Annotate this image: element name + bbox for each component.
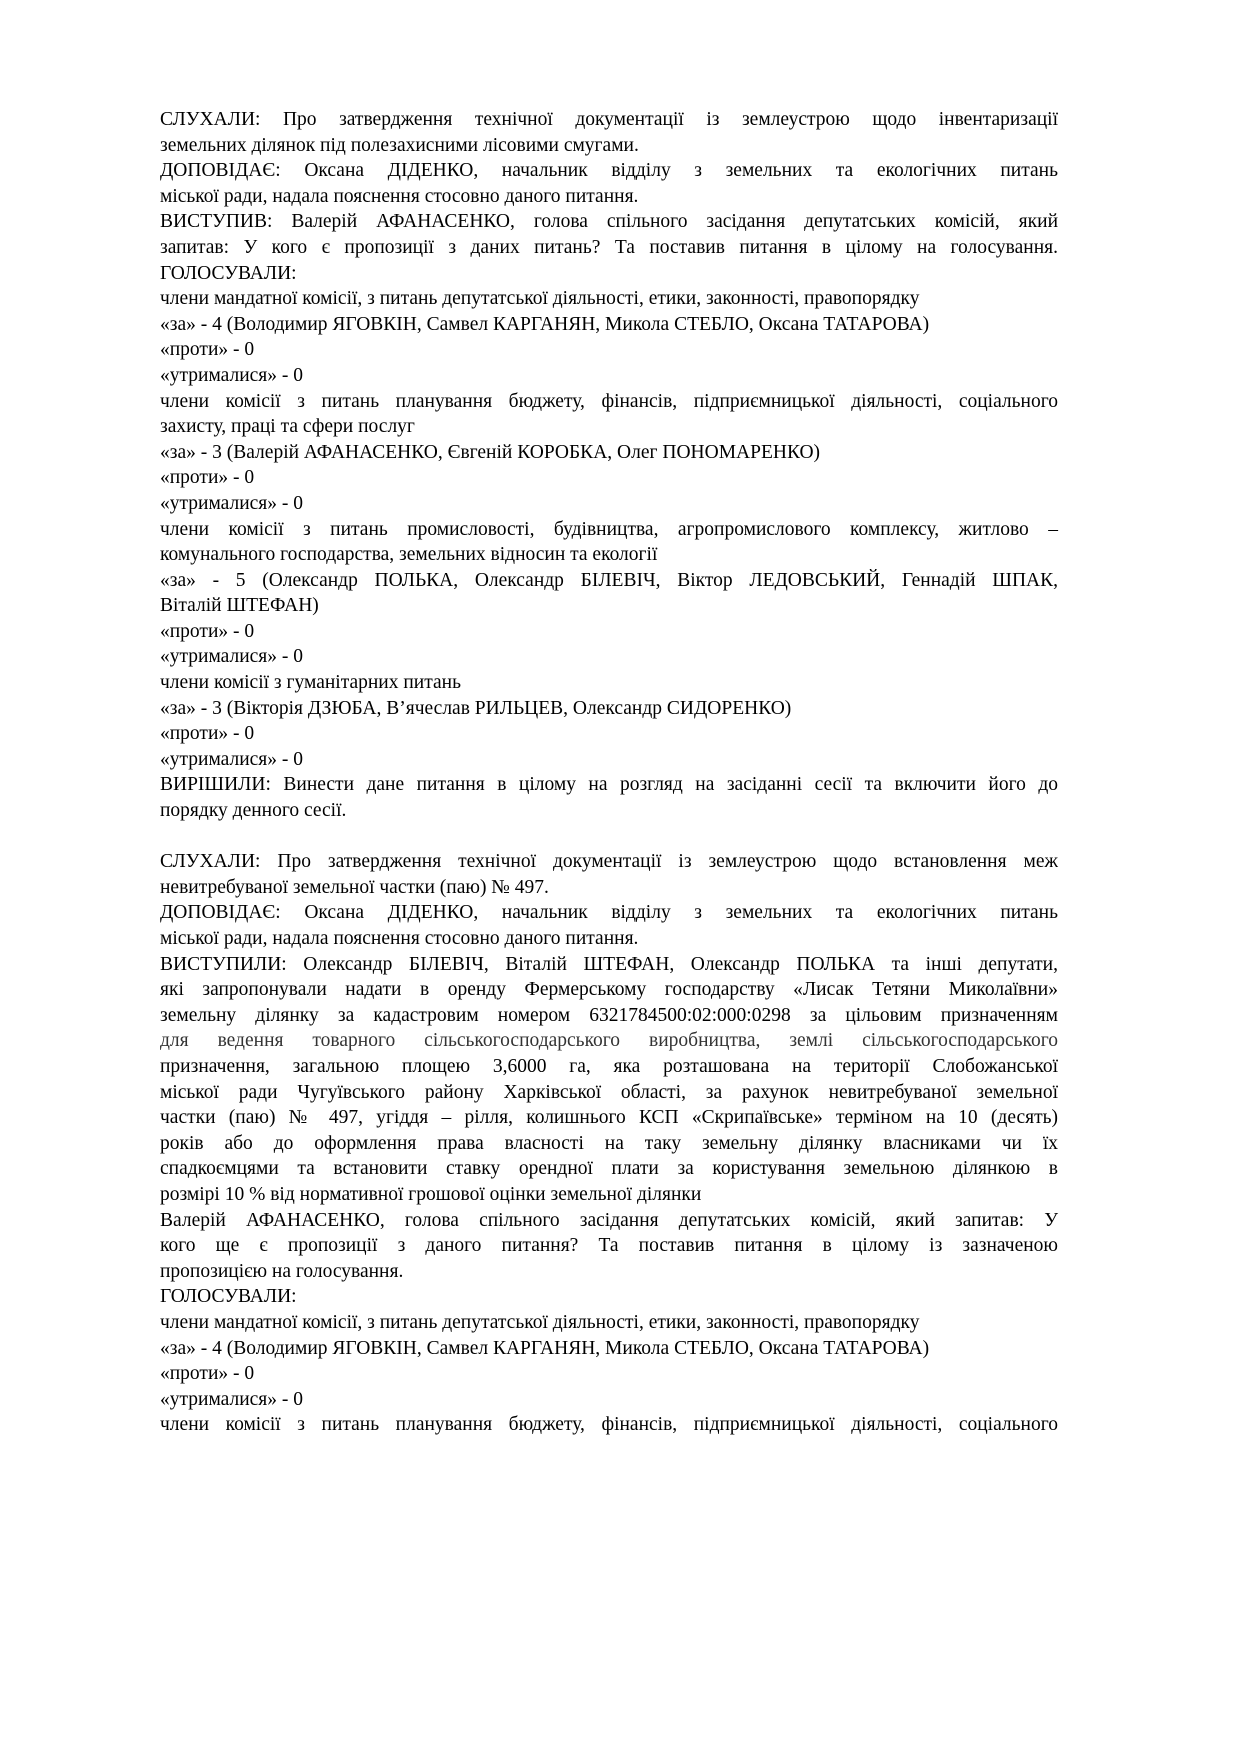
text-line: кого ще є пропозиції з даного питання? Та поставив питання в цілому із зазначеною [160,1235,1058,1257]
document-page [160,107,1058,1438]
blank-line [160,824,1058,850]
text-line: комунального господарства, земельних відносин та екології [160,544,658,566]
text-line: ВИРІШИЛИ: Винести дане питання в цілому на розгляд на засіданні сесії та включити його до [160,774,1058,796]
text-line: ДОПОВІДАЄ: Оксана ДІДЕНКО, начальник відділу з земельних та екологічних питань [160,902,1058,924]
text-line: частки (паю) № 497, угіддя – рілля, колишнього КСП «Скрипаївське» терміном на 10 (десять) [160,1107,1058,1129]
text-line: члени комісії з питань планування бюджету, фінансів, підприємницької діяльності, соціального [160,1414,1058,1436]
text-line: років або до оформлення права власності на таку земельну ділянку власниками чи їх [160,1132,1058,1154]
text-line: «за» - 5 (Олександр ПОЛЬКА, Олександр БІЛЕВІЧ, Віктор ЛЕДОВСЬКИЙ, Геннадій ШПАК, [160,569,1058,591]
text-line: «проти» - 0 [160,723,255,745]
text-line: члени мандатної комісії, з питань депутатської діяльності, етики, законності, правопорядку [160,288,920,310]
text-line: які запропонували надати в оренду Фермерському господарству «Лисак Тетяни Миколаївни» [160,979,1058,1001]
text-line: «утрималися» - 0 [160,364,304,386]
text-line: призначення, загальною площею 3,6000 га, яка розташована на території Слобожанської [160,1055,1058,1077]
text-line: члени комісії з гуманітарних питань [160,672,461,694]
text-line: міської ради Чугуївського району Харківської області, за рахунок невитребуваної земельної [160,1081,1058,1103]
text-line: «утрималися» - 0 [160,492,304,514]
text-line: невитребуваної земельної частки (паю) № 497. [160,876,549,898]
text-line: Віталій ШТЕФАН) [160,595,319,617]
text-line: «утрималися» - 0 [160,646,304,668]
text-line: СЛУХАЛИ: Про затвердження технічної документації із землеустрою щодо встановлення меж [160,851,1058,873]
text-line: ДОПОВІДАЄ: Оксана ДІДЕНКО, начальник відділу з земельних та екологічних питань [160,160,1058,182]
text-line: «утрималися» - 0 [160,1388,304,1410]
text-line: ВИСТУПИЛИ: Олександр БІЛЕВІЧ, Віталій ШТЕФАН, Олександр ПОЛЬКА та інші депутати, [160,953,1058,975]
text-line: ВИСТУПИВ: Валерій АФАНАСЕНКО, голова спільного засідання депутатських комісій, який [160,211,1058,233]
text-line: порядку денного сесії. [160,800,347,822]
text-line: міської ради, надала пояснення стосовно даного питання. [160,185,639,207]
text-line: «проти» - 0 [160,1363,255,1385]
text-line: запитав: У кого є пропозиції з даних питань? Та поставив питання в цілому на голосування. [160,236,1058,258]
text-line: ГОЛОСУВАЛИ: [160,1286,297,1308]
text-line: земельну ділянку за кадастровим номером 6321784500:02:000:0298 за цільовим призначенням [160,1004,1058,1026]
text-line: спадкоємцями та встановити ставку орендної плати за користування земельною ділянкою в [160,1158,1058,1180]
text-line: для ведення товарного сільськогосподарського виробництва, землі сільськогосподарського [160,1030,1058,1052]
text-line: «за» - 4 (Володимир ЯГОВКІН, Самвел КАРГАНЯН, Микола СТЕБЛО, Оксана ТАТАРОВА) [160,313,930,335]
text-line: «за» - 3 (Валерій АФАНАСЕНКО, Євгеній КОРОБКА, Олег ПОНОМАРЕНКО) [160,441,821,463]
text-line: міської ради, надала пояснення стосовно даного питання. [160,928,639,949]
text-line: члени комісії з питань промисловості, будівництва, агропромислового комплексу, житлово – [160,518,1058,540]
text-line: «за» - 3 (Вікторія ДЗЮБА, В’ячеслав РИЛЬЦЕВ, Олександр СИДОРЕНКО) [160,697,792,719]
text-line: «за» - 4 (Володимир ЯГОВКІН, Самвел КАРГАНЯН, Микола СТЕБЛО, Оксана ТАТАРОВА) [160,1337,930,1359]
text-line: «проти» - 0 [160,339,255,361]
text-line: «утрималися» - 0 [160,748,304,770]
text-line: пропозицією на голосування. [160,1260,404,1282]
text-line: члени мандатної комісії, з питань депутатської діяльності, етики, законності, правопорядку [160,1311,920,1333]
text-line: земельних ділянок під полезахисними лісовими смугами. [160,134,639,156]
text-line: «проти» - 0 [160,620,255,642]
text-line: СЛУХАЛИ: Про затвердження технічної документації із землеустрою щодо інвентаризації [160,109,1058,130]
text-line: розмірі 10 % від нормативної грошової оцінки земельної ділянки [160,1183,702,1205]
text-line: члени комісії з питань планування бюджету, фінансів, підприємницької діяльності, соціального [160,390,1058,412]
text-line: «проти» - 0 [160,467,255,489]
text-line: ГОЛОСУВАЛИ: [160,262,297,284]
text-line: захисту, праці та сфери послуг [160,416,415,438]
text-line: Валерій АФАНАСЕНКО, голова спільного засідання депутатських комісій, який запитав: У [160,1209,1058,1231]
